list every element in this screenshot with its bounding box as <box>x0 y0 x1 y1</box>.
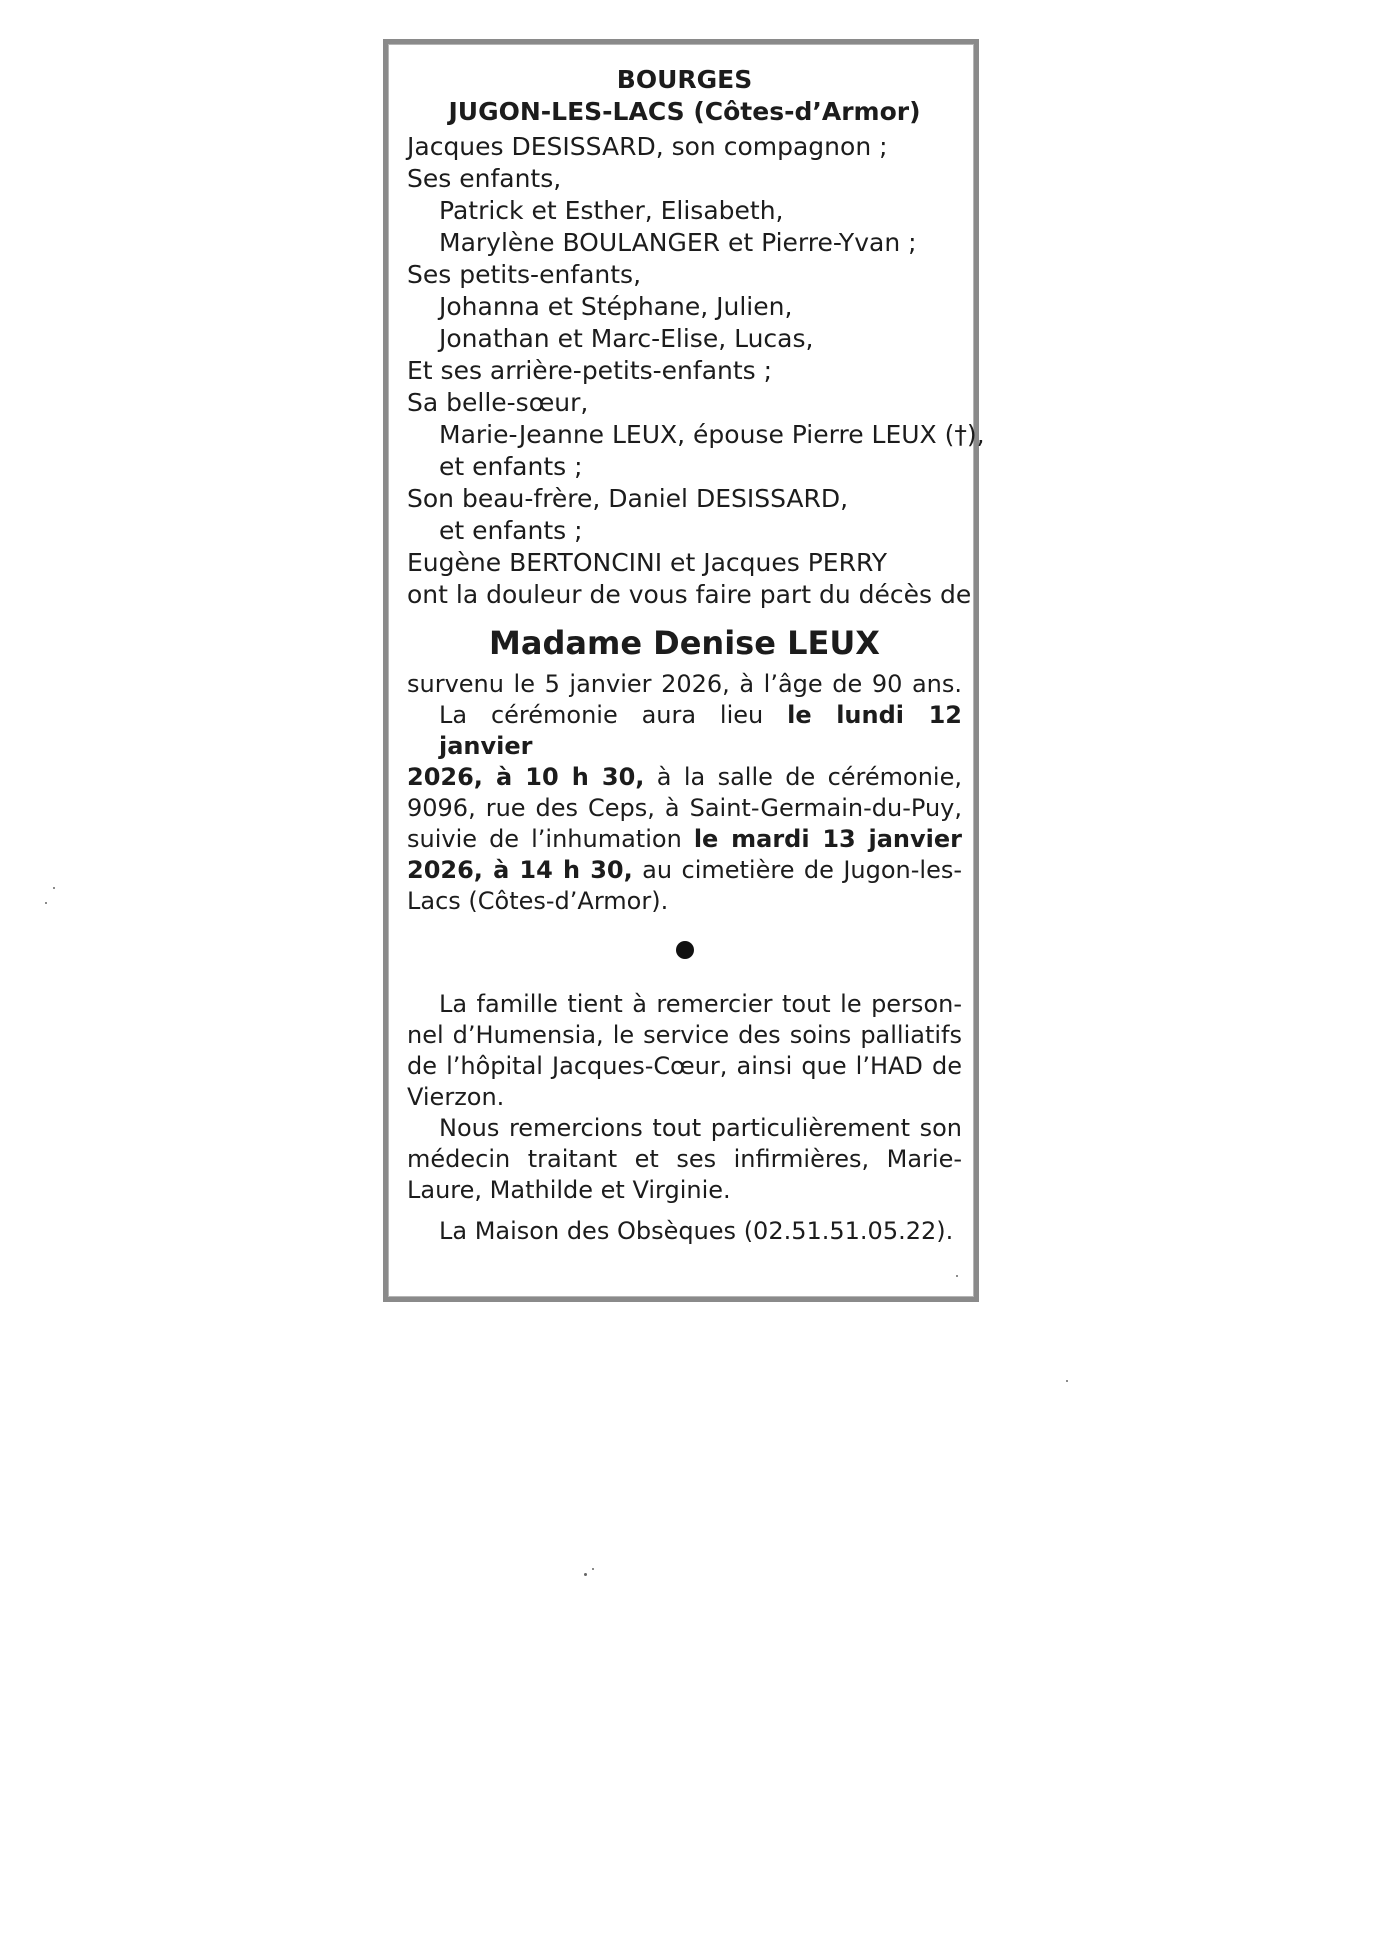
scan-speck <box>1066 1380 1068 1382</box>
family-line: et enfants ; <box>439 452 583 481</box>
thanks-line: nel d’Humensia, le service des soins palliatifs <box>407 1021 962 1049</box>
burial-date: le mardi 13 janvier <box>693 825 962 853</box>
family-line: Jacques DESISSARD, son compagnon ; <box>407 132 888 161</box>
family-line: Eugène BERTONCINI et Jacques PERRY <box>407 548 887 577</box>
bullet-separator-icon <box>676 941 694 959</box>
thanks-line: Vierzon. <box>407 1083 505 1111</box>
family-line: ont la douleur de vous faire part du décès de <box>407 580 972 609</box>
ceremony-date: le lundi 12 janvier <box>439 701 962 760</box>
family-line: Marylène BOULANGER et Pierre-Yvan ; <box>439 228 917 257</box>
ceremony-text: La cérémonie aura lieu <box>439 701 788 729</box>
family-line: Ses petits-enfants, <box>407 260 642 289</box>
notice-city: BOURGES <box>616 65 753 94</box>
burial-line <box>407 824 962 855</box>
thanks-line: Nous remercions tout particulièrement son <box>439 1114 962 1142</box>
notice-content <box>407 64 985 1247</box>
scan-speck <box>592 1568 594 1570</box>
funeral-home: La Maison des Obsèques (02.51.51.05.22). <box>439 1217 954 1245</box>
family-list <box>407 131 985 611</box>
family-line: Ses enfants, <box>407 164 562 193</box>
thanks-line: de l’hôpital Jacques-Cœur, ainsi que l’HAD de <box>407 1052 962 1080</box>
thanks-line: médecin traitant et ses infirmières, Marie- <box>407 1145 962 1173</box>
burial-time: 2026, à 14 h 30, <box>407 856 633 884</box>
ceremony-time: 2026, à 10 h 30, <box>407 763 645 791</box>
family-line: Johanna et Stéphane, Julien, <box>439 292 793 321</box>
notice-place: JUGON-LES-LACS (Côtes-d’Armor) <box>448 97 921 126</box>
burial-place: Lacs (Côtes-d’Armor). <box>407 887 669 915</box>
burial-text: suivie de l’inhumation <box>407 825 694 853</box>
scan-speck <box>53 887 55 889</box>
ceremony-line <box>407 762 962 793</box>
family-line: Jonathan et Marc-Elise, Lucas, <box>439 324 814 353</box>
burial-text: au cimetière de Jugon-les- <box>632 856 962 884</box>
scan-speck <box>956 1275 958 1277</box>
family-line: Sa belle-sœur, <box>407 388 589 417</box>
deceased-name: Madame Denise LEUX <box>489 624 880 662</box>
family-line: Marie-Jeanne LEUX, épouse Pierre LEUX (†), <box>439 420 985 449</box>
obituary-notice <box>383 39 985 1302</box>
family-line: Son beau-frère, Daniel DESISSARD, <box>407 484 849 513</box>
ceremony-address: 9096, rue des Ceps, à Saint-Germain-du-Puy, <box>407 794 962 822</box>
burial-line <box>407 855 962 886</box>
thanks-line: Laure, Mathilde et Virginie. <box>407 1176 731 1204</box>
scan-speck <box>45 902 47 904</box>
death-line: survenu le 5 janvier 2026, à l’âge de 90 ans. <box>407 670 962 698</box>
family-line: Patrick et Esther, Elisabeth, <box>439 196 784 225</box>
ceremony-text: à la salle de cérémonie, <box>644 763 962 791</box>
ceremony-line <box>407 700 962 762</box>
family-line: Et ses arrière-petits-enfants ; <box>407 356 773 385</box>
thanks-line: La famille tient à remercier tout le person- <box>439 990 962 1018</box>
family-line: et enfants ; <box>439 516 583 545</box>
scan-speck <box>584 1573 587 1576</box>
